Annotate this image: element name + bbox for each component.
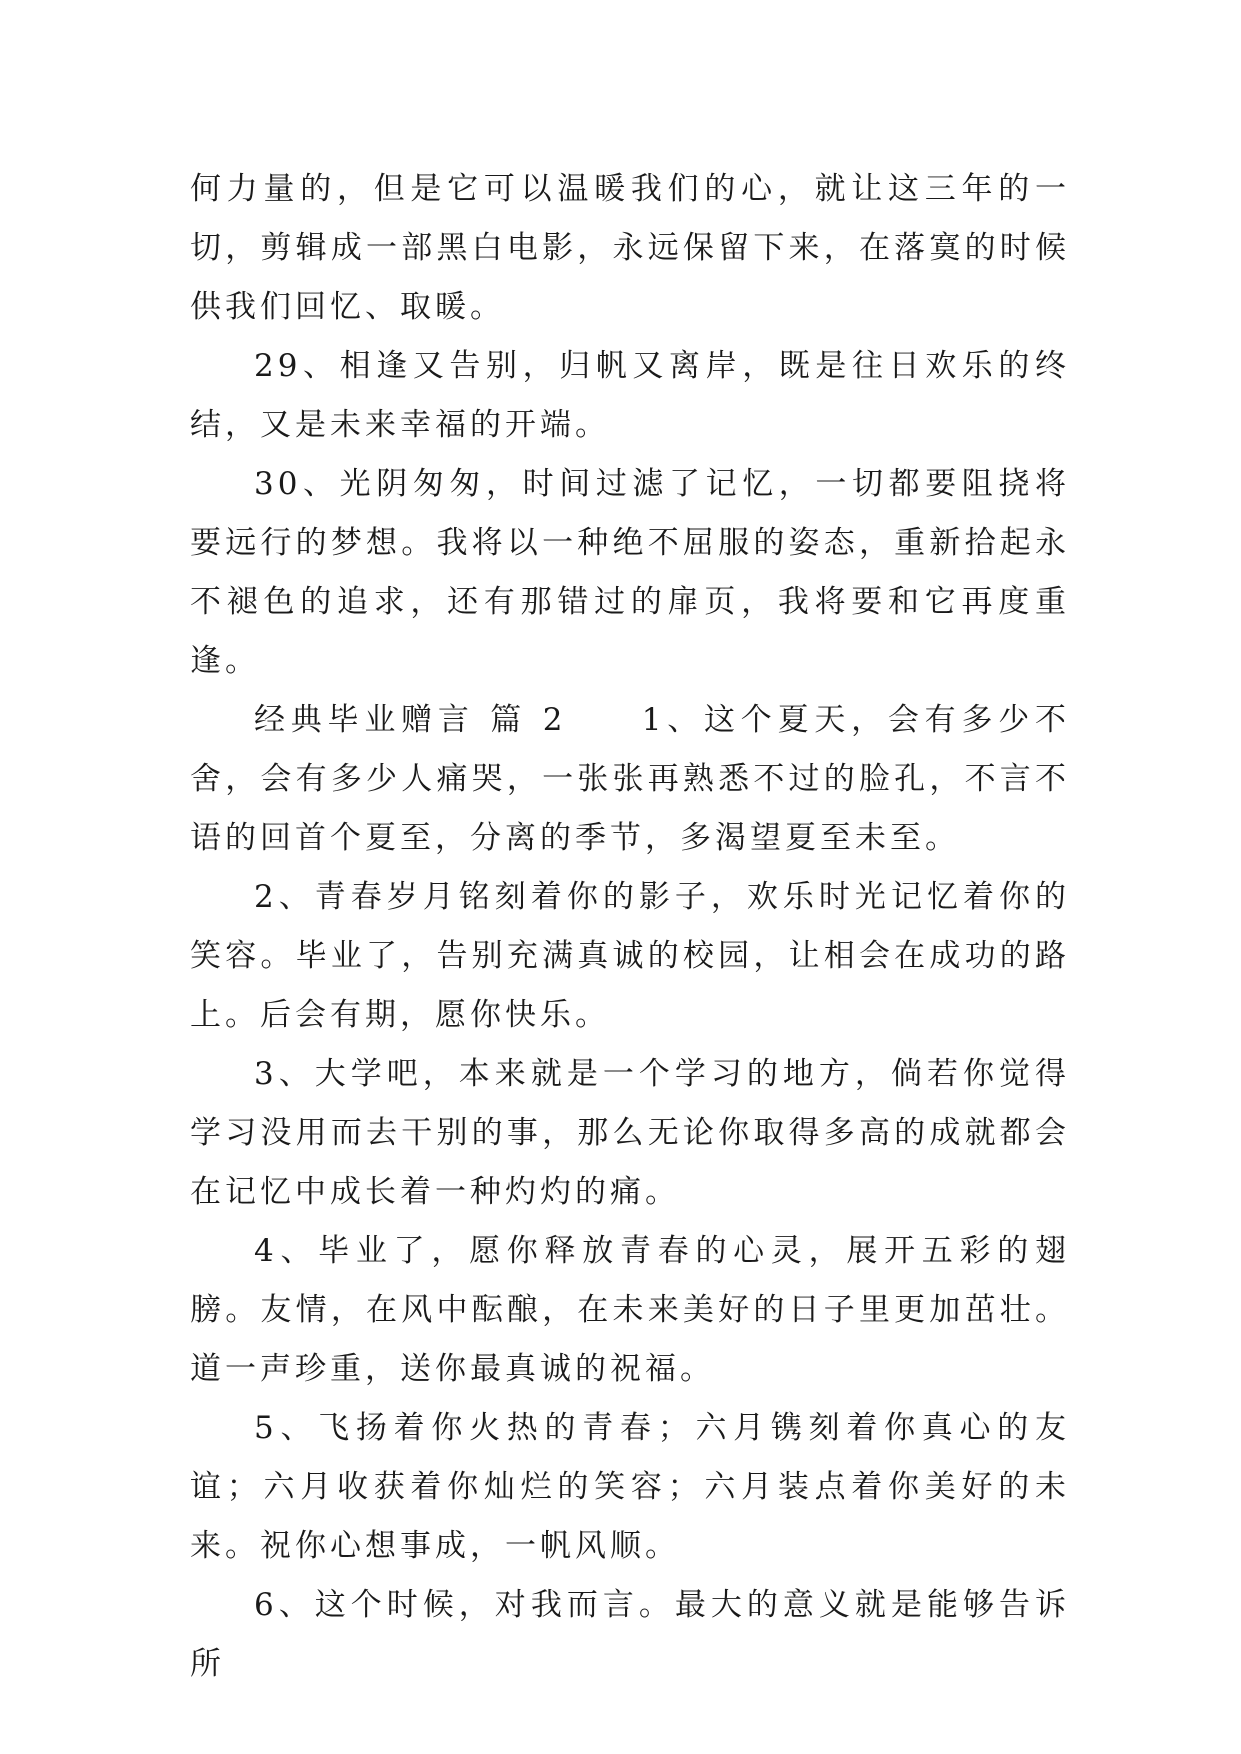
paragraph-item-3: 3、大学吧，本来就是一个学习的地方，倘若你觉得学习没用而去干别的事，那么无论你取得多高的成就都会在记忆中成长着一种灼灼的痛。: [190, 1056, 1070, 1210]
document-body: [190, 160, 1070, 1694]
paragraph-continuation: 何力量的，但是它可以温暖我们的心，就让这三年的一切，剪辑成一部黑白电影，永远保留下来，在落寞的时候供我们回忆、取暖。: [190, 171, 1070, 325]
paragraph-item-4: 4、毕业了，愿你释放青春的心灵，展开五彩的翅膀。友情，在风中酝酿，在未来美好的日子里更加茁壮。道一声珍重，送你最真诚的祝福。: [190, 1233, 1070, 1387]
paragraph-section-2-item-1: 经典毕业赠言 篇 2 1、这个夏天，会有多少不舍，会有多少人痛哭，一张张再熟悉不过的脸孔，不言不语的回首个夏至，分离的季节，多渴望夏至未至。: [190, 702, 1070, 856]
paragraph-item-6: 6、这个时候，对我而言。最大的意义就是能够告诉所: [190, 1587, 1070, 1682]
paragraph-item-29: 29、相逢又告别，归帆又离岸，既是往日欢乐的终结，又是未来幸福的开端。: [190, 348, 1070, 443]
paragraph-item-30: 30、光阴匆匆，时间过滤了记忆，一切都要阻挠将要远行的梦想。我将以一种绝不屈服的姿态，重新拾起永不褪色的追求，还有那错过的扉页，我将要和它再度重逢。: [190, 466, 1070, 679]
paragraph-item-5: 5、飞扬着你火热的青春；六月镌刻着你真心的友谊；六月收获着你灿烂的笑容；六月装点着你美好的未来。祝你心想事成，一帆风顺。: [190, 1410, 1070, 1564]
paragraph-item-2: 2、青春岁月铭刻着你的影子，欢乐时光记忆着你的笑容。毕业了，告别充满真诚的校园，让相会在成功的路上。后会有期，愿你快乐。: [190, 879, 1070, 1033]
